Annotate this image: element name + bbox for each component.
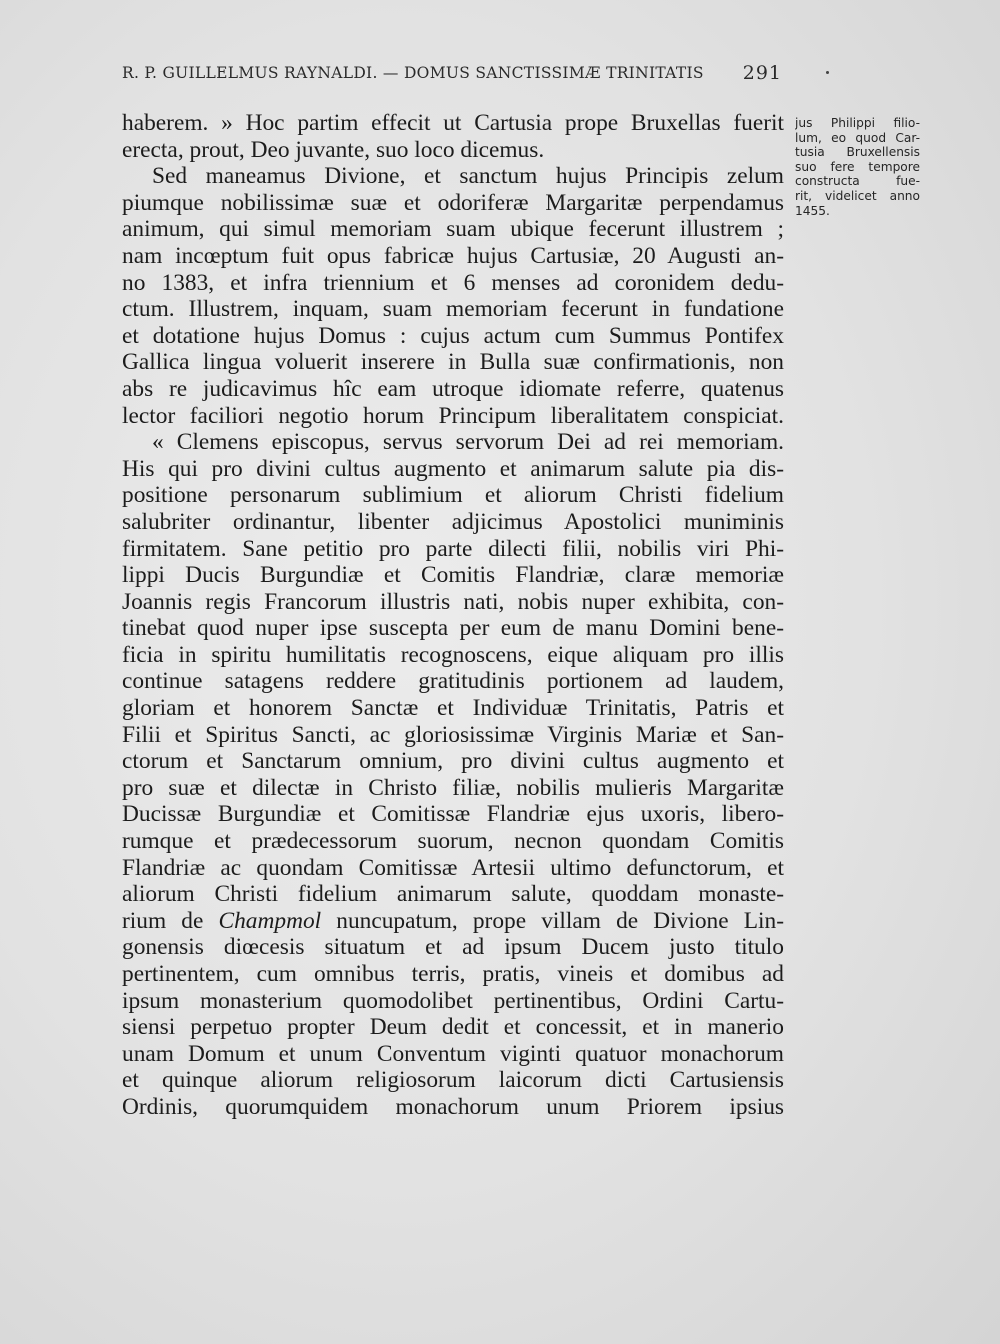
text-line: Sed maneamus Divione, et sanctum hujus Principis zelum	[152, 163, 784, 190]
text-line: pertinentem, cum omnibus terris, pratis, vineis et domibus ad	[122, 961, 784, 987]
text-line: rumque et prædecessorum suorum, necnon quondam Comitis	[122, 828, 784, 855]
text-line: salubriter ordinantur, libenter adjicimus Apostolici muniminis	[122, 508, 784, 535]
text-line: gloriam et honorem Sanctæ et Individuæ Trinitatis, Patris et	[122, 695, 784, 722]
text-line: erecta, prout, Deo juvante, suo loco dicemus.	[122, 136, 545, 163]
text-line: firmitatem. Sane petitio pro parte dilecti filii, nobilis viri Phi-	[122, 535, 784, 562]
text-line: nam incœptum fuit opus fabricæ hujus Cartusiæ, 20 Augusti an-	[122, 242, 784, 269]
text-line: haberem. » Hoc partim effecit ut Cartusia prope Bruxellas fuerit	[122, 110, 784, 136]
text-line: lippi Ducis Burgundiæ et Comitis Flandriæ, claræ memoriæ	[122, 562, 784, 589]
margin-note-line: lum, eo quod Car-	[795, 130, 920, 145]
margin-note-line: rit, videlicet anno	[795, 188, 920, 203]
margin-note-line: tusia Bruxellensis	[795, 145, 920, 160]
text-line: Joannis regis Francorum illustris nati, nobis nuper exhibita, con-	[122, 588, 784, 615]
page-number: 291	[742, 62, 782, 84]
margin-note	[795, 116, 920, 218]
running-head	[122, 64, 782, 84]
text-line: tinebat quod nuper ipse suscepta per eum de manu Domini bene-	[122, 615, 784, 642]
text-line: ctorum et Sanctarum omnium, pro divini cultus augmento et	[122, 748, 784, 775]
place-name-italic: Champmol	[218, 907, 322, 934]
text-line: Gallica lingua voluerit inserere in Bulla suæ confirmationis, non	[122, 349, 784, 376]
text-line: pro suæ et dilectæ in Christo filiæ, nobilis mulieris Margaritæ	[122, 774, 784, 801]
margin-note-line: 1455.	[795, 203, 830, 218]
text-line: et dotatione hujus Domus : cujus actum cum Summus Pontifex	[122, 322, 784, 349]
text-line: continue satagens reddere gratitudinis portionem ad laudem,	[122, 668, 784, 695]
text-line: Filii et Spiritus Sancti, ac gloriosissimæ Virginis Mariæ et San-	[122, 721, 784, 748]
text-line: gonensis diœcesis situatum et ad ipsum Ducem justo titulo	[122, 934, 784, 961]
text-line: unam Domum et unum Conventum viginti quatuor monachorum	[122, 1040, 784, 1067]
text-line	[122, 908, 784, 935]
text-line: « Clemens episcopus, servus servorum Dei ad rei memoriam.	[152, 429, 784, 456]
text-line: ficia in spiritu humilitatis recognoscens, eique aliquam pro illis	[122, 641, 784, 668]
text-line: no 1383, et infra triennium et 6 menses ad coronidem dedu-	[122, 269, 784, 296]
ink-speck	[826, 71, 829, 74]
text-line: piumque nobilissimæ suæ et odoriferæ Margaritæ perpendamus	[122, 189, 784, 216]
text-line: ipsum monasterium quomodolibet pertinentibus, Ordini Cartu-	[122, 987, 784, 1014]
text-line: abs re judicavimus hîc eam utroque idiomate referre, quatenus	[122, 375, 784, 402]
text-line: His qui pro divini cultus augmento et animarum salute pia dis-	[122, 455, 784, 482]
text-line: ctum. Illustrem, inquam, suam memoriam fecerunt in fundatione	[122, 296, 784, 323]
text-line: animum, qui simul memoriam suam ubique fecerunt illustrem ;	[122, 216, 784, 243]
text-segment: nuncupatum, prope villam de Divione Lin-	[321, 907, 784, 934]
text-line: lector faciliori negotio horum Principum liberalitatem conspiciat.	[122, 402, 784, 429]
margin-note-line: suo fere tempore	[795, 159, 920, 174]
text-line: Ducissæ Burgundiæ et Comitissæ Flandriæ ejus uxoris, libero-	[122, 801, 784, 828]
body-text	[122, 110, 784, 1121]
running-head-title: R. P. GUILLELMUS RAYNALDI. — DOMUS SANCTISSIMÆ TRINITATIS	[122, 64, 704, 82]
text-line: positione personarum sublimium et aliorum Christi fidelium	[122, 482, 784, 509]
text-segment: rium de	[122, 907, 219, 934]
text-line: et quinque aliorum religiosorum laicorum dicti Cartusiensis	[122, 1067, 784, 1094]
text-line: aliorum Christi fidelium animarum salute, quoddam monaste-	[122, 881, 784, 908]
text-line: Flandriæ ac quondam Comitissæ Artesii ultimo defunctorum, et	[122, 854, 784, 881]
margin-note-line: constructa fue-	[795, 174, 920, 189]
text-line: siensi perpetuo propter Deum dedit et concessit, et in manerio	[122, 1014, 784, 1041]
text-line: Ordinis, quorumquidem monachorum unum Priorem ipsius	[122, 1093, 784, 1120]
margin-note-line: jus Philippi filio-	[795, 116, 920, 130]
